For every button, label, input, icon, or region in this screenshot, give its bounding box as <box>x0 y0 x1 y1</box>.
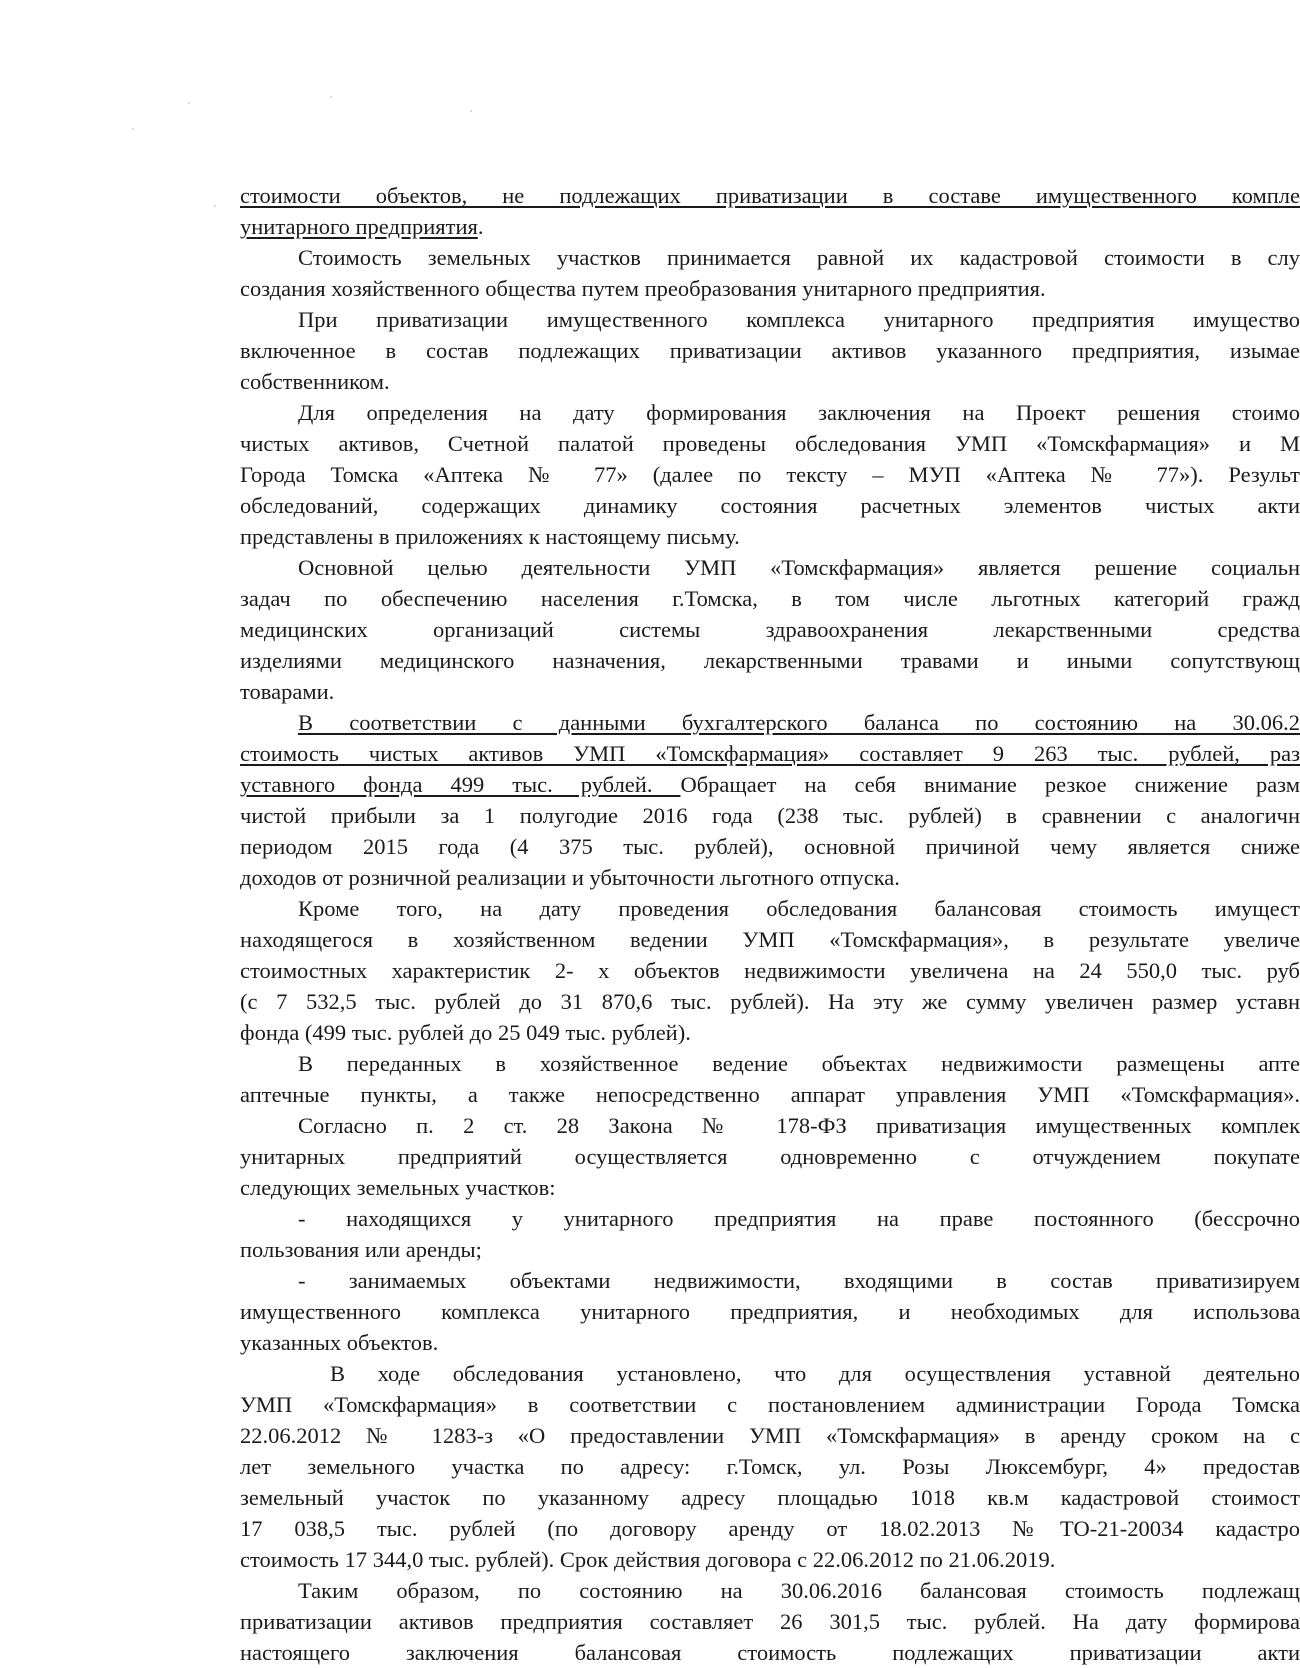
text-line <box>240 211 1300 242</box>
text-segment: доходов от розничной реализации и убыточности льготного отпуска. <box>240 865 900 890</box>
text-line <box>240 862 1300 893</box>
text-line <box>240 1296 1300 1327</box>
text-segment: создания хозяйственного общества путем преобразования унитарного предприятия. <box>240 276 1046 301</box>
text-segment: стоимость 17 344,0 тыс. рублей). Срок действия договора с 22.06.2012 по 21.06.2019. <box>240 1547 1056 1572</box>
text-line <box>240 831 1300 862</box>
text-segment: В переданных в хозяйственное ведение объектах недвижимости размещены апте <box>298 1051 1300 1076</box>
text-segment: . <box>477 214 484 239</box>
scan-speck <box>188 102 190 104</box>
text-line <box>240 1172 1300 1203</box>
underlined-text-segment: В соответствии с данными бухгалтерского баланса по состоянию на 30.06.2 <box>298 710 1300 735</box>
text-segment: указанных объектов. <box>240 1330 439 1355</box>
text-line <box>240 1358 1300 1389</box>
text-segment: - занимаемых объектами недвижимости, входящими в состав приватизируем <box>298 1268 1300 1293</box>
text-segment: собственником. <box>240 369 390 394</box>
text-line <box>240 459 1300 490</box>
text-line <box>240 366 1300 397</box>
text-segment: земельный участок по указанному адресу площадью 1018 кв.м кадастровой стоимост <box>240 1485 1300 1510</box>
text-segment: включенное в состав подлежащих приватизации активов указанного предприятия, изымае <box>240 338 1300 363</box>
text-line <box>240 273 1300 304</box>
text-segment: пользования или аренды; <box>240 1237 482 1262</box>
text-line <box>240 1389 1300 1420</box>
text-line <box>240 490 1300 521</box>
text-segment: периодом 2015 года (4 375 тыс. рублей), основной причиной чему является сниже <box>240 834 1300 859</box>
text-segment: унитарных предприятий осуществляется одновременно с отчуждением покупате <box>240 1144 1300 1169</box>
text-line <box>240 1079 1300 1110</box>
text-segment: фонда (499 тыс. рублей до 25 049 тыс. рублей). <box>240 1020 691 1045</box>
text-segment: находящегося в хозяйственном ведении УМП «Томскфармация», в результате увеличе <box>240 927 1300 952</box>
scan-speck <box>470 110 472 112</box>
text-segment: лет земельного участка по адресу: г.Томск, ул. Розы Люксембург, 4» предостав <box>240 1454 1300 1479</box>
text-line <box>240 1327 1300 1358</box>
text-segment: товарами. <box>240 679 335 704</box>
text-line <box>240 800 1300 831</box>
text-line <box>240 676 1300 707</box>
underlined-text-segment: стоимость чистых активов УМП «Томскфармация» составляет 9 263 тыс. рублей, раз <box>240 741 1300 766</box>
text-segment: представлены в приложениях к настоящему письму. <box>240 524 740 549</box>
text-line <box>240 1234 1300 1265</box>
text-line <box>240 335 1300 366</box>
text-line <box>240 1513 1300 1544</box>
text-line <box>240 1575 1300 1606</box>
text-segment: чистой прибыли за 1 полугодие 2016 года (238 тыс. рублей) в сравнении с аналогичн <box>240 803 1300 828</box>
text-segment: изделиями медицинского назначения, лекарственными травами и иными сопутствующ <box>240 648 1300 673</box>
text-segment: обследований, содержащих динамику состояния расчетных элементов чистых акти <box>240 493 1300 518</box>
text-segment: задач по обеспечению населения г.Томска, в том числе льготных категорий гражд <box>240 586 1300 611</box>
underlined-text-segment: уставного фонда 499 тыс. рублей. <box>240 772 681 797</box>
text-line <box>240 242 1300 273</box>
text-line <box>240 180 1300 211</box>
text-segment: При приватизации имущественного комплекса унитарного предприятия имущество <box>298 307 1300 332</box>
document-body <box>240 180 1300 1668</box>
text-line <box>240 986 1300 1017</box>
text-line <box>240 1141 1300 1172</box>
text-segment: имущественного комплекса унитарного предприятия, и необходимых для использова <box>240 1299 1300 1324</box>
text-segment: Кроме того, на дату проведения обследования балансовая стоимость имущест <box>298 896 1300 921</box>
text-segment: (с 7 532,5 тыс. рублей до 31 870,6 тыс. рублей). На эту же сумму увеличен размер уставн <box>240 989 1300 1014</box>
scan-speck <box>132 128 134 130</box>
text-segment: Согласно п. 2 ст. 28 Закона № 178-ФЗ приватизация имущественных комплек <box>298 1113 1300 1138</box>
text-segment: 22.06.2012 № 1283-з «О предоставлении УМП «Томскфармация» в аренду сроком на с <box>240 1423 1300 1448</box>
text-segment: стоимостных характеристик 2- х объектов недвижимости увеличена на 24 550,0 тыс. руб <box>240 958 1300 983</box>
text-line <box>240 1544 1300 1575</box>
text-line <box>240 1203 1300 1234</box>
text-line <box>240 769 1300 800</box>
text-line <box>240 707 1300 738</box>
text-line <box>240 738 1300 769</box>
text-segment: медицинских организаций системы здравоохранения лекарственными средства <box>240 617 1300 642</box>
text-line <box>240 1482 1300 1513</box>
text-segment: Обращает на себя внимание резкое снижение разм <box>680 772 1300 797</box>
text-segment: - находящихся у унитарного предприятия на праве постоянного (бессрочно <box>298 1206 1300 1231</box>
text-line <box>240 1048 1300 1079</box>
text-line <box>240 893 1300 924</box>
text-line <box>240 1420 1300 1451</box>
text-line <box>240 955 1300 986</box>
text-segment: Города Томска «Аптека № 77» (далее по тексту – МУП «Аптека № 77»). Результ <box>240 462 1300 487</box>
text-line <box>240 1017 1300 1048</box>
text-line <box>240 645 1300 676</box>
text-line <box>240 1606 1300 1637</box>
text-line <box>240 583 1300 614</box>
text-segment: 17 038,5 тыс. рублей (по договору аренду от 18.02.2013 №ТО-21-20034 кадастро <box>240 1516 1300 1541</box>
text-segment: УМП «Томскфармация» в соответствии с постановлением администрации Города Томска <box>240 1392 1300 1417</box>
text-segment: следующих земельных участков: <box>240 1175 556 1200</box>
scan-speck <box>330 96 332 98</box>
text-segment: Основной целью деятельности УМП «Томскфармация» является решение социальн <box>298 555 1300 580</box>
text-segment: аптечные пункты, а также непосредственно аппарат управления УМП «Томскфармация». <box>240 1082 1300 1107</box>
text-segment: В ходе обследования установлено, что для осуществления уставной деятельно <box>330 1361 1300 1386</box>
text-segment: приватизации активов предприятия составляет 26 301,5 тыс. рублей. На дату формирова <box>240 1609 1300 1634</box>
text-line <box>240 304 1300 335</box>
scan-speck <box>214 205 216 207</box>
text-segment: Для определения на дату формирования заключения на Проект решения стоимо <box>298 400 1300 425</box>
underlined-text-segment: унитарного предприятия <box>240 214 478 239</box>
text-line <box>240 1265 1300 1296</box>
text-segment: настоящего заключения балансовая стоимость подлежащих приватизации акти <box>240 1640 1300 1665</box>
text-line <box>240 614 1300 645</box>
text-line <box>240 1110 1300 1141</box>
text-line <box>240 1451 1300 1482</box>
text-segment: чистых активов, Счетной палатой проведены обследования УМП «Томскфармация» и М <box>240 431 1300 456</box>
text-segment: Стоимость земельных участков принимается равной их кадастровой стоимости в слу <box>298 245 1300 270</box>
text-segment: Таким образом, по состоянию на 30.06.2016 балансовая стоимость подлежащ <box>298 1578 1300 1603</box>
text-line <box>240 428 1300 459</box>
text-line <box>240 1637 1300 1668</box>
underlined-text-segment: стоимости объектов, не подлежащих приватизации в составе имущественного компле <box>240 183 1300 208</box>
text-line <box>240 552 1300 583</box>
text-line <box>240 521 1300 552</box>
text-line <box>240 924 1300 955</box>
text-line <box>240 397 1300 428</box>
